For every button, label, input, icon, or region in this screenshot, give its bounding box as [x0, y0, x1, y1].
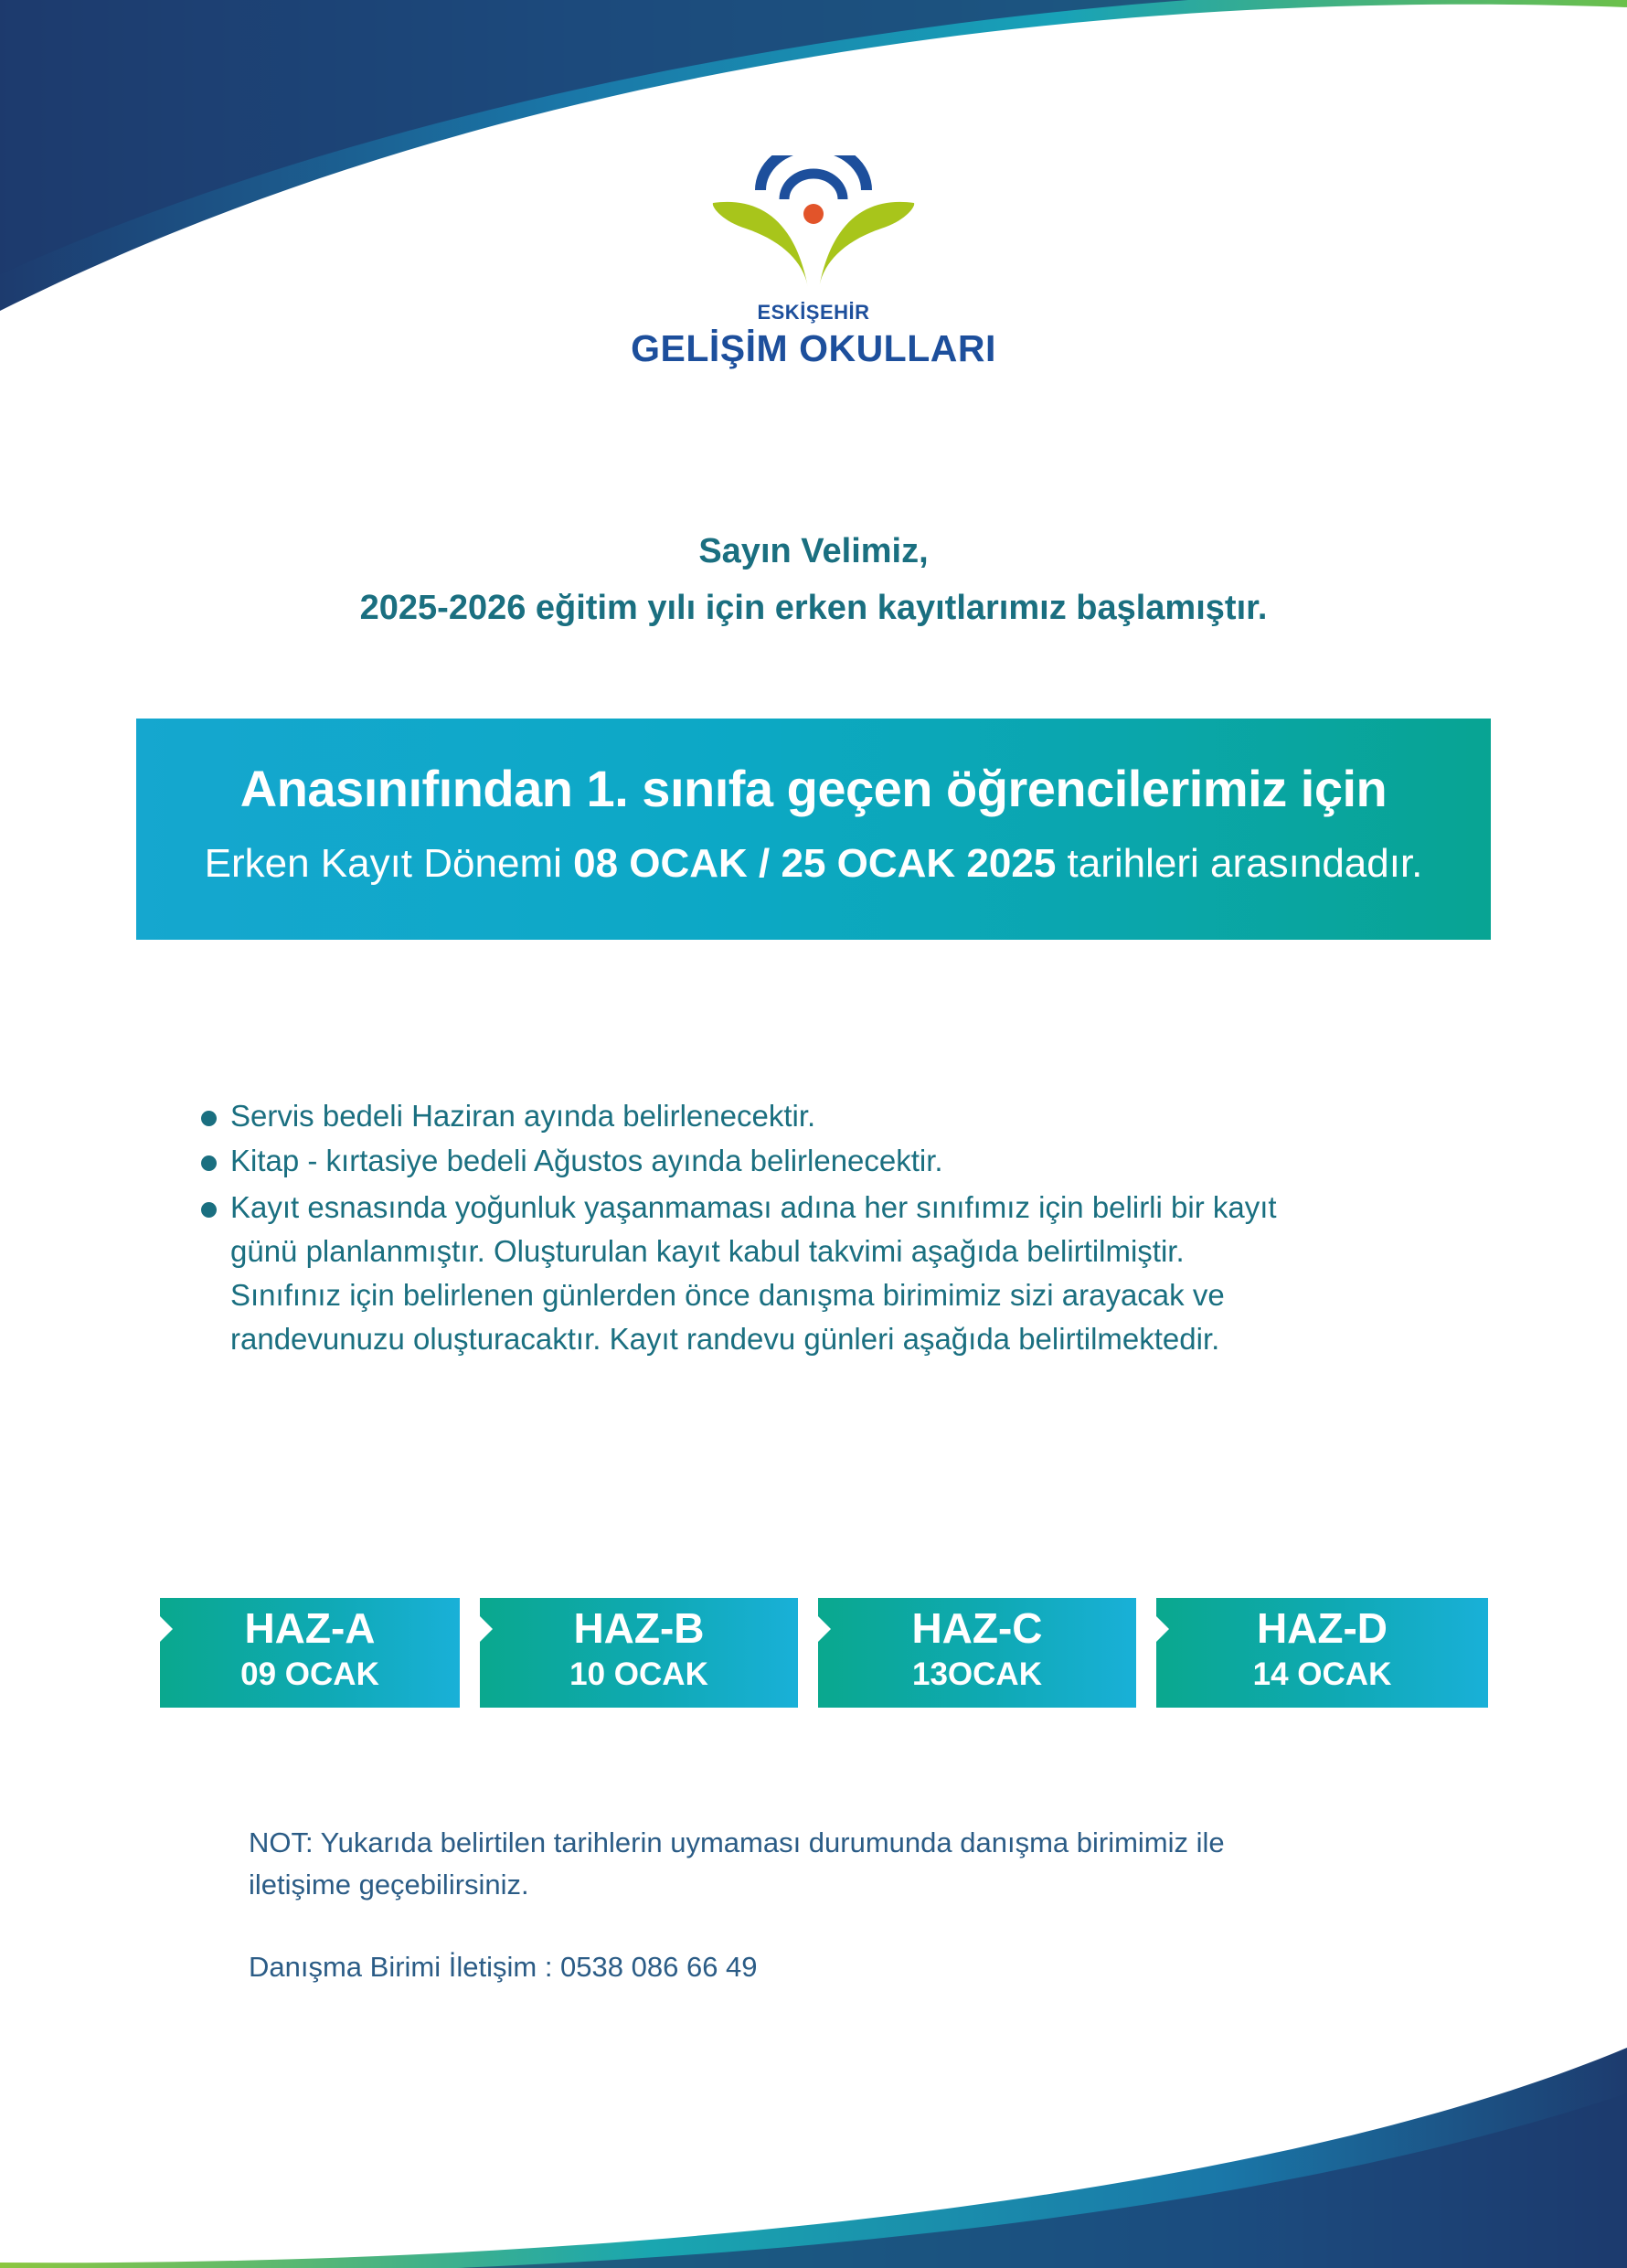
banner-suffix: tarihleri arasındadır.	[1056, 841, 1423, 886]
note-line: iletişime geçebilirsiniz.	[249, 1869, 529, 1901]
contact-phone: Danışma Birimi İletişim : 0538 086 66 49	[249, 1951, 758, 1983]
class-date: 10 OCAK	[569, 1656, 708, 1692]
bottom-wave-decoration	[0, 2039, 1627, 2268]
bullet-line: randevunuzu oluşturacaktır. Kayıt randevu günleri aşağıda belirtilmektedir.	[230, 1322, 1220, 1356]
bullet-item-book-fee	[230, 1139, 1492, 1183]
bullet-line: günü planlanmıştır. Oluşturulan kayıt kabul takvimi aşağıda belirtilmiştir.	[230, 1234, 1185, 1268]
bullet-line: Servis bedeli Haziran ayında belirlenecektir.	[230, 1099, 816, 1133]
banner-dates: 08 OCAK / 25 OCAK 2025	[573, 841, 1057, 886]
logo-school-name: GELİŞİM OKULLARI	[631, 327, 996, 369]
bullet-item-registration-plan	[230, 1186, 1492, 1361]
logo-city-text: ESKİŞEHİR	[757, 301, 870, 324]
bullet-dot-icon	[201, 1111, 217, 1126]
class-name: HAZ-A	[244, 1604, 376, 1652]
bullet-dot-icon	[201, 1202, 217, 1218]
bullet-dot-icon	[201, 1155, 217, 1171]
class-box-haz-b	[480, 1598, 798, 1708]
class-name: HAZ-B	[573, 1604, 705, 1652]
note-text	[249, 1822, 1437, 1906]
banner-period-text	[136, 841, 1491, 887]
bullet-line: Kayıt esnasında yoğunluk yaşanmaması adına her sınıfımız için belirli bir kayıt	[230, 1190, 1277, 1224]
banner-title: Anasınıfından 1. sınıfa geçen öğrencilerimiz için	[239, 760, 1388, 817]
note-line: NOT: Yukarıda belirtilen tarihlerin uymaması durumunda danışma birimimiz ile	[249, 1826, 1225, 1858]
greeting-announcement: 2025-2026 eğitim yılı için erken kayıtlarımız başlamıştır.	[359, 589, 1268, 627]
bullet-line: Sınıfınız için belirlenen günlerden önce danışma birimimiz sizi arayacak ve	[230, 1278, 1225, 1312]
bullet-item-service-fee	[230, 1094, 1492, 1138]
banner-prefix: Erken Kayıt Dönemi	[204, 841, 574, 886]
greeting-salutation: Sayın Velimiz,	[698, 532, 929, 570]
bullet-line: Kitap - kırtasiye bedeli Ağustos ayında belirlenecektir.	[230, 1144, 943, 1177]
class-box-haz-a	[160, 1598, 460, 1708]
class-date: 14 OCAK	[1252, 1656, 1392, 1692]
class-name: HAZ-D	[1256, 1604, 1388, 1652]
school-logo-icon	[704, 155, 923, 302]
class-date: 09 OCAK	[240, 1656, 379, 1692]
class-date: 13OCAK	[912, 1656, 1042, 1692]
class-box-haz-d	[1156, 1598, 1488, 1708]
class-name: HAZ-C	[911, 1604, 1043, 1652]
class-box-haz-c	[818, 1598, 1136, 1708]
early-registration-banner	[136, 719, 1491, 940]
